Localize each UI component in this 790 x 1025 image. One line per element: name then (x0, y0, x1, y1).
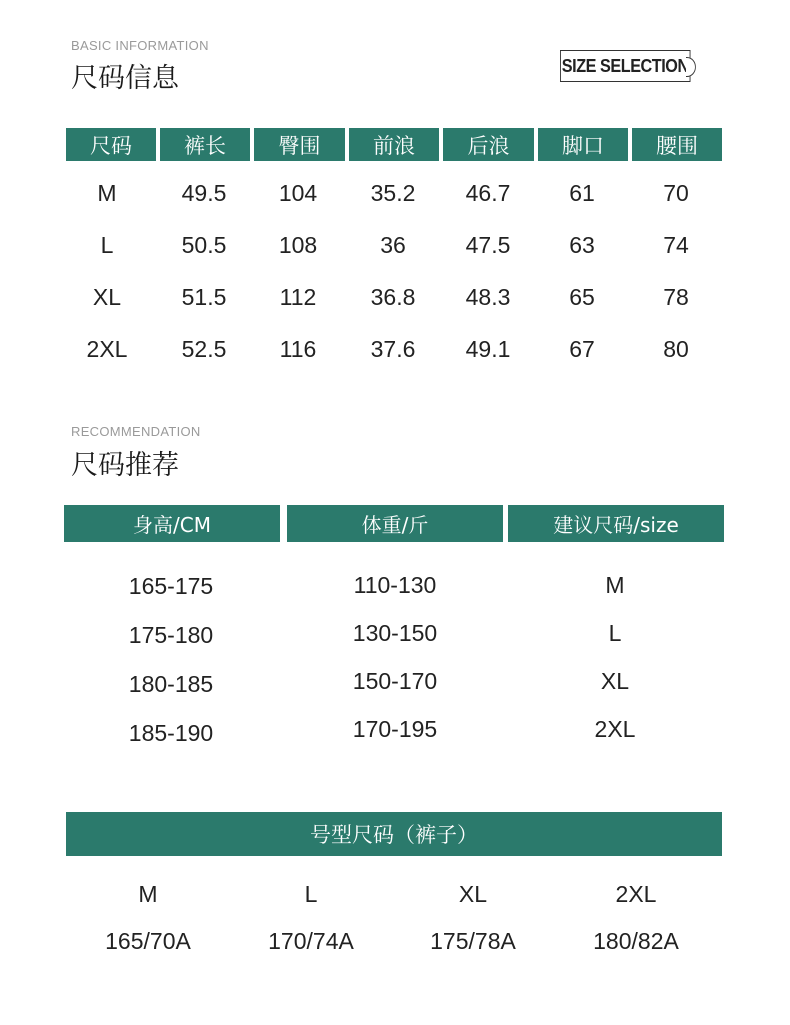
size-code-label: L (304, 880, 318, 907)
table-cell: 63 (569, 231, 595, 258)
table-cell: 67 (569, 335, 595, 362)
size-code-label: 2XL (615, 880, 657, 907)
size-code-value: 170/74A (268, 927, 354, 954)
size-selection-badge: SIZE SELECTION (560, 50, 691, 82)
table-cell: 61 (569, 179, 595, 206)
size-info-subtitle: BASIC INFORMATION (71, 38, 209, 53)
size-table-header: 腰围 (632, 128, 722, 161)
table-cell: 51.5 (181, 283, 227, 310)
table-cell: 37.6 (370, 335, 416, 362)
table-cell: 35.2 (370, 179, 416, 206)
recommendation-header: 体重/斤 (287, 505, 503, 542)
size-code-value: 180/82A (593, 927, 679, 954)
table-cell: 49.1 (465, 335, 511, 362)
recommendation-subtitle: RECOMMENDATION (71, 424, 201, 439)
table-cell: 185-190 (128, 719, 214, 746)
table-cell: 110-130 (353, 571, 437, 598)
size-table-header: 后浪 (443, 128, 534, 161)
table-cell: 116 (279, 335, 317, 362)
table-cell: XL (600, 667, 630, 694)
table-cell: 36.8 (370, 283, 416, 310)
table-cell: 2XL (86, 335, 128, 362)
size-code-title: 号型尺码（裤子） (66, 812, 722, 856)
table-cell: 52.5 (181, 335, 227, 362)
size-table-header: 前浪 (349, 128, 439, 161)
table-cell: 70 (663, 179, 689, 206)
size-table-header: 脚口 (538, 128, 628, 161)
table-cell: 36 (380, 231, 406, 258)
size-code-value: 165/70A (105, 927, 191, 954)
size-code-label: XL (458, 880, 488, 907)
table-cell: 165-175 (128, 572, 214, 599)
table-cell: 46.7 (465, 179, 511, 206)
table-cell: 78 (663, 283, 689, 310)
table-cell: 2XL (594, 715, 636, 742)
table-cell: 180-185 (128, 670, 214, 697)
table-cell: 175-180 (128, 621, 214, 648)
table-cell: 80 (663, 335, 689, 362)
table-cell: 108 (278, 231, 318, 258)
table-cell: 150-170 (352, 667, 438, 694)
table-cell: 50.5 (181, 231, 227, 258)
table-cell: M (605, 571, 625, 598)
table-cell: 65 (569, 283, 595, 310)
table-cell: XL (92, 283, 122, 310)
table-cell: 130-150 (352, 619, 438, 646)
table-cell: 104 (278, 179, 318, 206)
table-cell: 112 (279, 283, 317, 310)
recommendation-title: 尺码推荐 (71, 450, 179, 481)
size-table-header: 臀围 (254, 128, 345, 161)
table-cell: 49.5 (181, 179, 227, 206)
size-table-header: 尺码 (66, 128, 156, 161)
table-cell: 74 (663, 231, 689, 258)
recommendation-header: 身高/CM (64, 505, 280, 542)
size-code-label: M (138, 880, 158, 907)
table-cell: M (97, 179, 117, 206)
table-cell: L (608, 619, 622, 646)
table-cell: L (100, 231, 114, 258)
table-cell: 47.5 (465, 231, 511, 258)
table-cell: 48.3 (465, 283, 511, 310)
recommendation-header: 建议尺码/size (508, 505, 724, 542)
size-code-value: 175/78A (430, 927, 516, 954)
size-table-header: 裤长 (160, 128, 250, 161)
size-info-title: 尺码信息 (71, 63, 179, 94)
table-cell: 170-195 (352, 715, 438, 742)
